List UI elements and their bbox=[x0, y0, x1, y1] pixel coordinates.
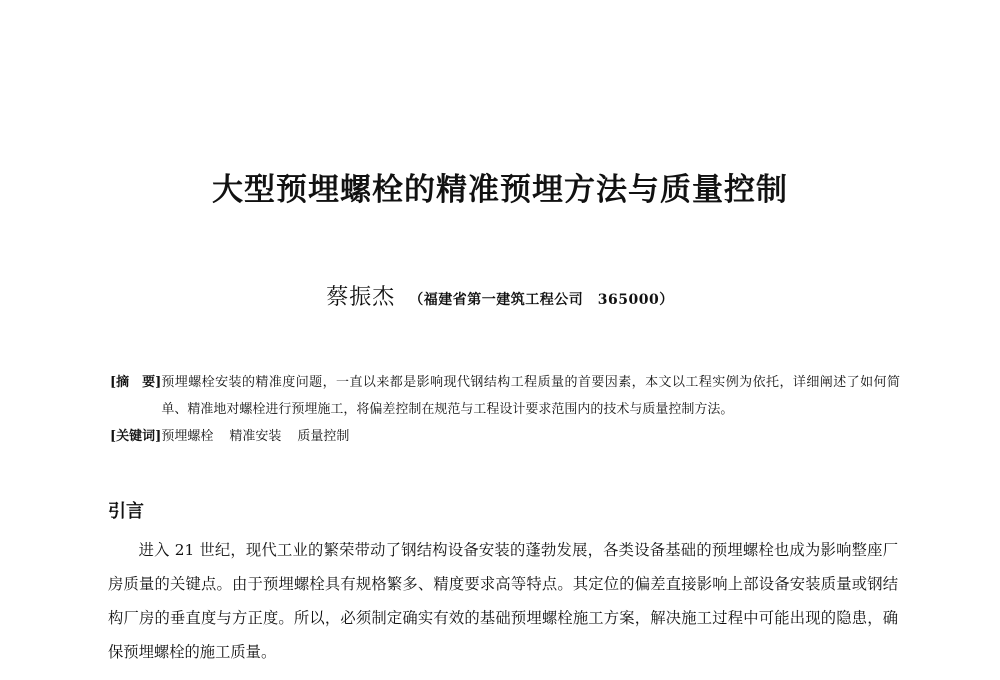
keywords-label: [关键词] bbox=[110, 429, 162, 444]
author-affiliation: （福建省第一建筑工程公司 365000） bbox=[409, 292, 674, 308]
abstract-text: 预埋螺栓安装的精准度问题，一直以来都是影响现代钢结构工程质量的首要因素，本文以工程实例为依托，详细阐述了如何简单、精准地对螺栓进行预埋施工，将偏差控制在规范与工程设计要求范围内的技术与质量控制方法。 bbox=[161, 375, 900, 417]
keyword-item: 质量控制 bbox=[297, 429, 350, 444]
byline bbox=[0, 283, 1000, 315]
paper-title: 大型预埋螺栓的精准预埋方法与质量控制 bbox=[212, 172, 788, 208]
keyword-item: 精准安装 bbox=[229, 429, 282, 444]
abstract-block bbox=[110, 369, 900, 450]
keyword-item: 预埋螺栓 bbox=[161, 429, 214, 444]
introduction-paragraph: 进入 21 世纪，现代工业的繁荣带动了钢结构设备安装的蓬勃发展，各类设备基础的预埋螺栓也成为影响整座厂房质量的关键点。由于预埋螺栓具有规格繁多、精度要求高等特点。其定位的偏差直接影响上部设备安装质量或钢结构厂房的垂直度与方正度。所以，必须制定确实有效的基础预埋螺栓施工方案，解决施工过程中可能出现的隐患，确保预埋螺栓的施工质量。 bbox=[108, 541, 898, 661]
author-name: 蔡振杰 bbox=[326, 285, 396, 310]
keywords-row bbox=[110, 423, 900, 450]
abstract-row bbox=[110, 369, 900, 423]
section-heading-introduction: 引言 bbox=[108, 501, 144, 522]
abstract-label: [摘 要] bbox=[110, 375, 162, 390]
